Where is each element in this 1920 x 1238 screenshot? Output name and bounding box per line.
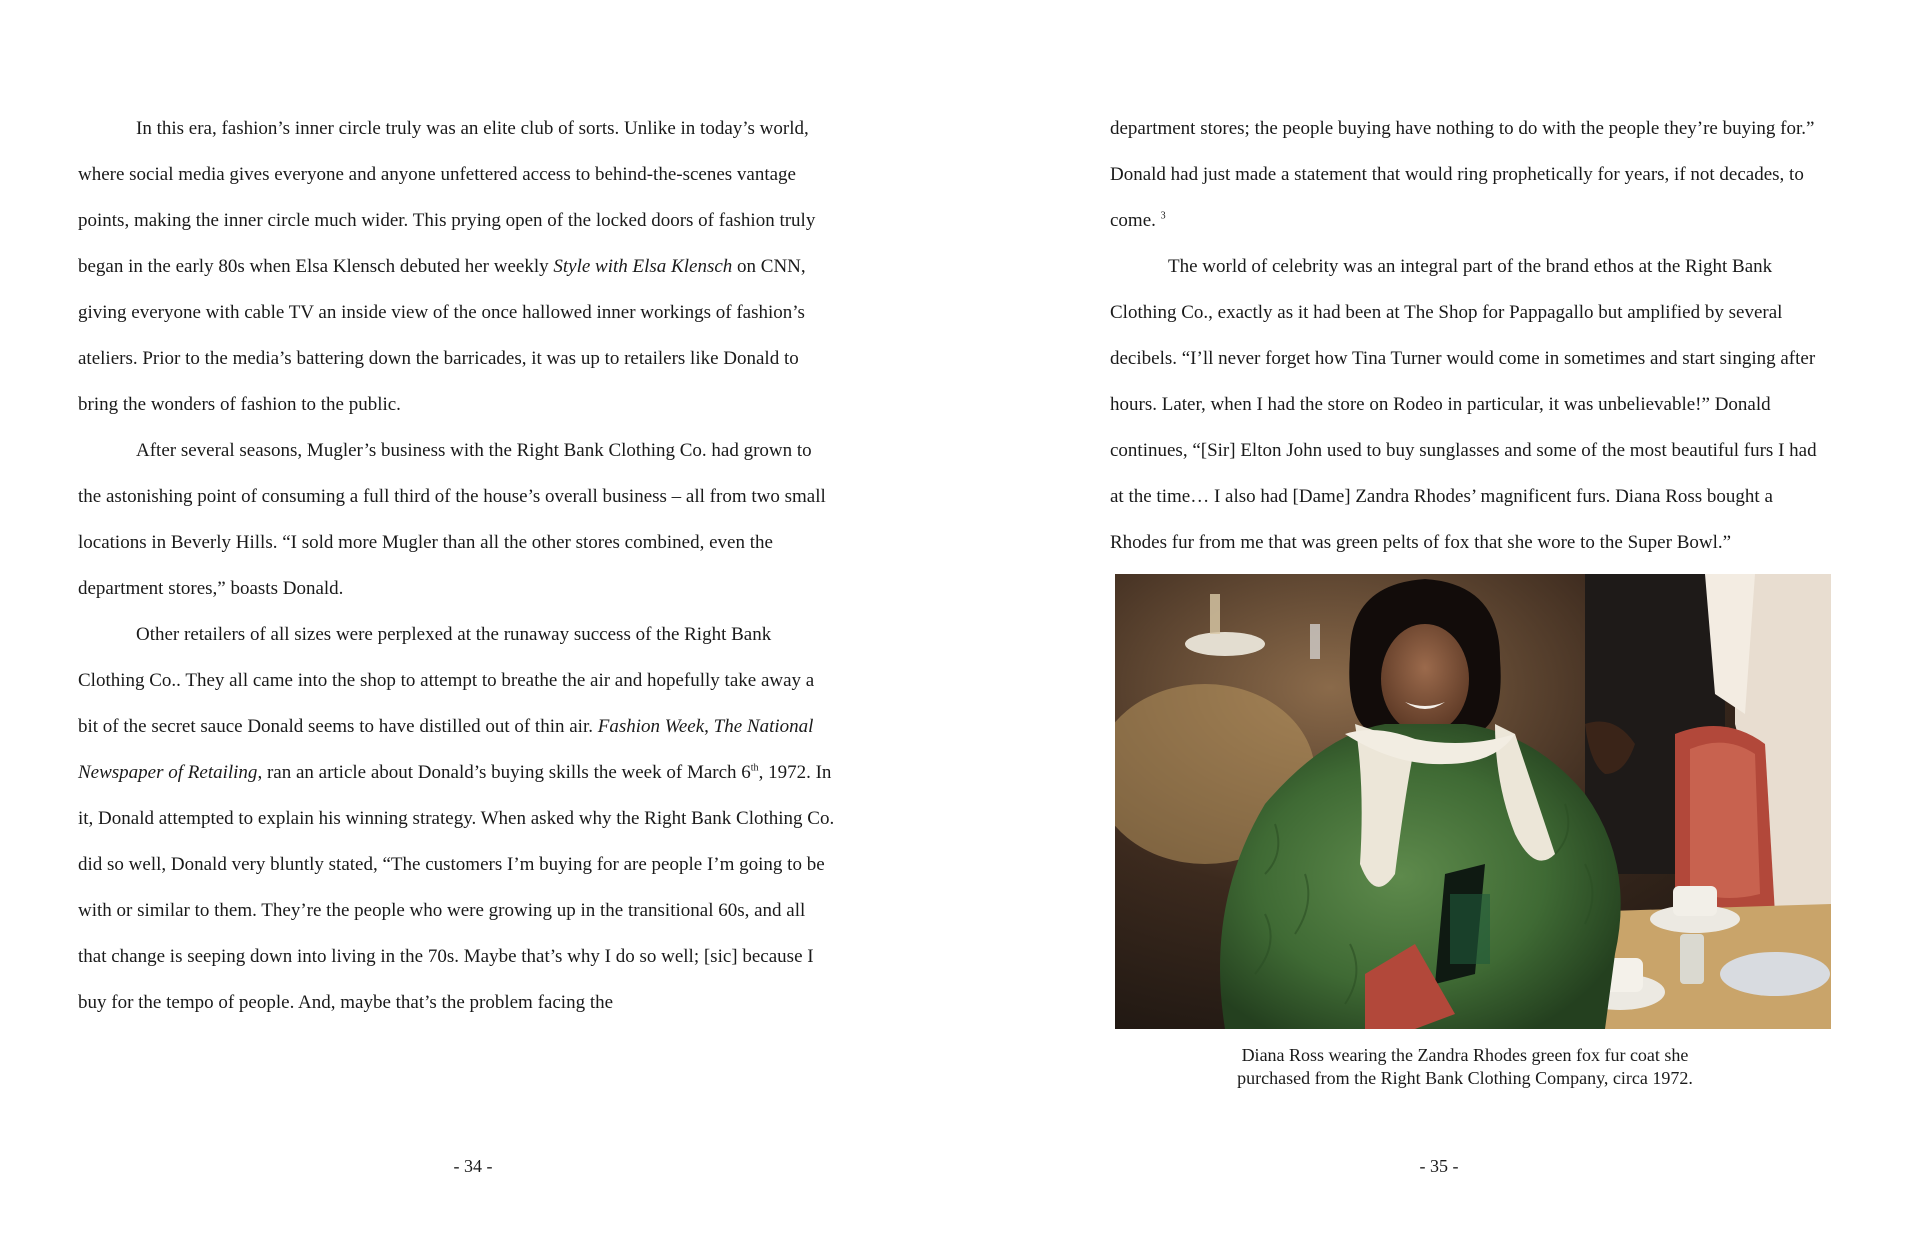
paragraph: department stores; the people buying have nothing to do with the people they’re buying for.” Donald had just made a statement that would ring prophetically for years, if not decades, to come. $^3$ — [1110, 118, 1815, 231]
caption-line: purchased from the Right Bank Clothing Company, circa 1972. — [1237, 1068, 1693, 1088]
left-page-body — [78, 106, 838, 1026]
footnote-marker: 3 — [1160, 210, 1166, 222]
paragraph: The world of celebrity was an integral part of the brand ethos at the Right Bank Clothing Co., exactly as it had been at The Shop for Pappagallo but amplified by several decibels. “I’ll never forget how Tina Turner would come in sometimes and start singing after hours. Later, when I had the store on Rodeo in particular, it was unbelievable!” Donald continues, “[Sir] Elton John used to buy sunglasses and some of the most beautiful furs I had at the time… I also had [Dame] Zandra Rhodes’ magnificent furs. Diana Ross bought a Rhodes fur from me that was green pelts of fox that she wore to the Super Bowl.” — [1110, 256, 1817, 553]
page-number: - 34 - — [453, 1156, 493, 1176]
photo-caption — [1110, 1044, 1820, 1090]
right-page-body — [1110, 106, 1822, 566]
photo-diana-ross-fur-coat — [1115, 574, 1831, 1029]
paragraph: In this era, fashion’s inner circle truly was an elite club of sorts. Unlike in today’s world, where social media gives everyone and anyone unfettered access to behind-the-scenes vantage points, making the inner circle much wider. This prying open of the locked doors of fashion truly began in the early 80s when Elsa Klensch debuted her weekly Style with Elsa Klensch on CNN, giving everyone with cable TV an inside view of the once hallowed inner workings of fashion’s ateliers. Prior to the media’s battering down the barricades, it was up to retailers like Donald to bring the wonders of fashion to the public. — [78, 118, 816, 415]
right-page — [960, 0, 1920, 1238]
caption-line: Diana Ross wearing the Zandra Rhodes green fox fur coat she — [1241, 1045, 1689, 1065]
paragraph: After several seasons, Mugler’s business with the Right Bank Clothing Co. had grown to the astonishing point of consuming a full third of the house’s overall business – all from two small locations in Beverly Hills. “I sold more Mugler than all the other stores combined, even the department stores,” boasts Donald. — [78, 440, 826, 599]
paragraph: Other retailers of all sizes were perplexed at the runaway success of the Right Bank Clothing Co.. They all came into the shop to attempt to breathe the air and hopefully take away a bit of the secret sauce Donald seems to have distilled out of thin air. Fashion Week, The National Newspaper of Retailing, ran an article about Donald’s buying skills the week of March 6th, 1972. In it, Donald attempted to explain his winning strategy. When asked why the Right Bank Clothing Co. did so well, Donald very bluntly stated, “The customers I’m buying for are people I’m going to be with or similar to them. They’re the people who were growing up in the transitional 60s, and all that change is seeping down into living in the 70s. Maybe that’s why I do so well; [sic] because I buy for the tempo of people. And, maybe that’s the problem facing the — [78, 624, 835, 1013]
page-number: - 35 - — [1419, 1156, 1459, 1176]
